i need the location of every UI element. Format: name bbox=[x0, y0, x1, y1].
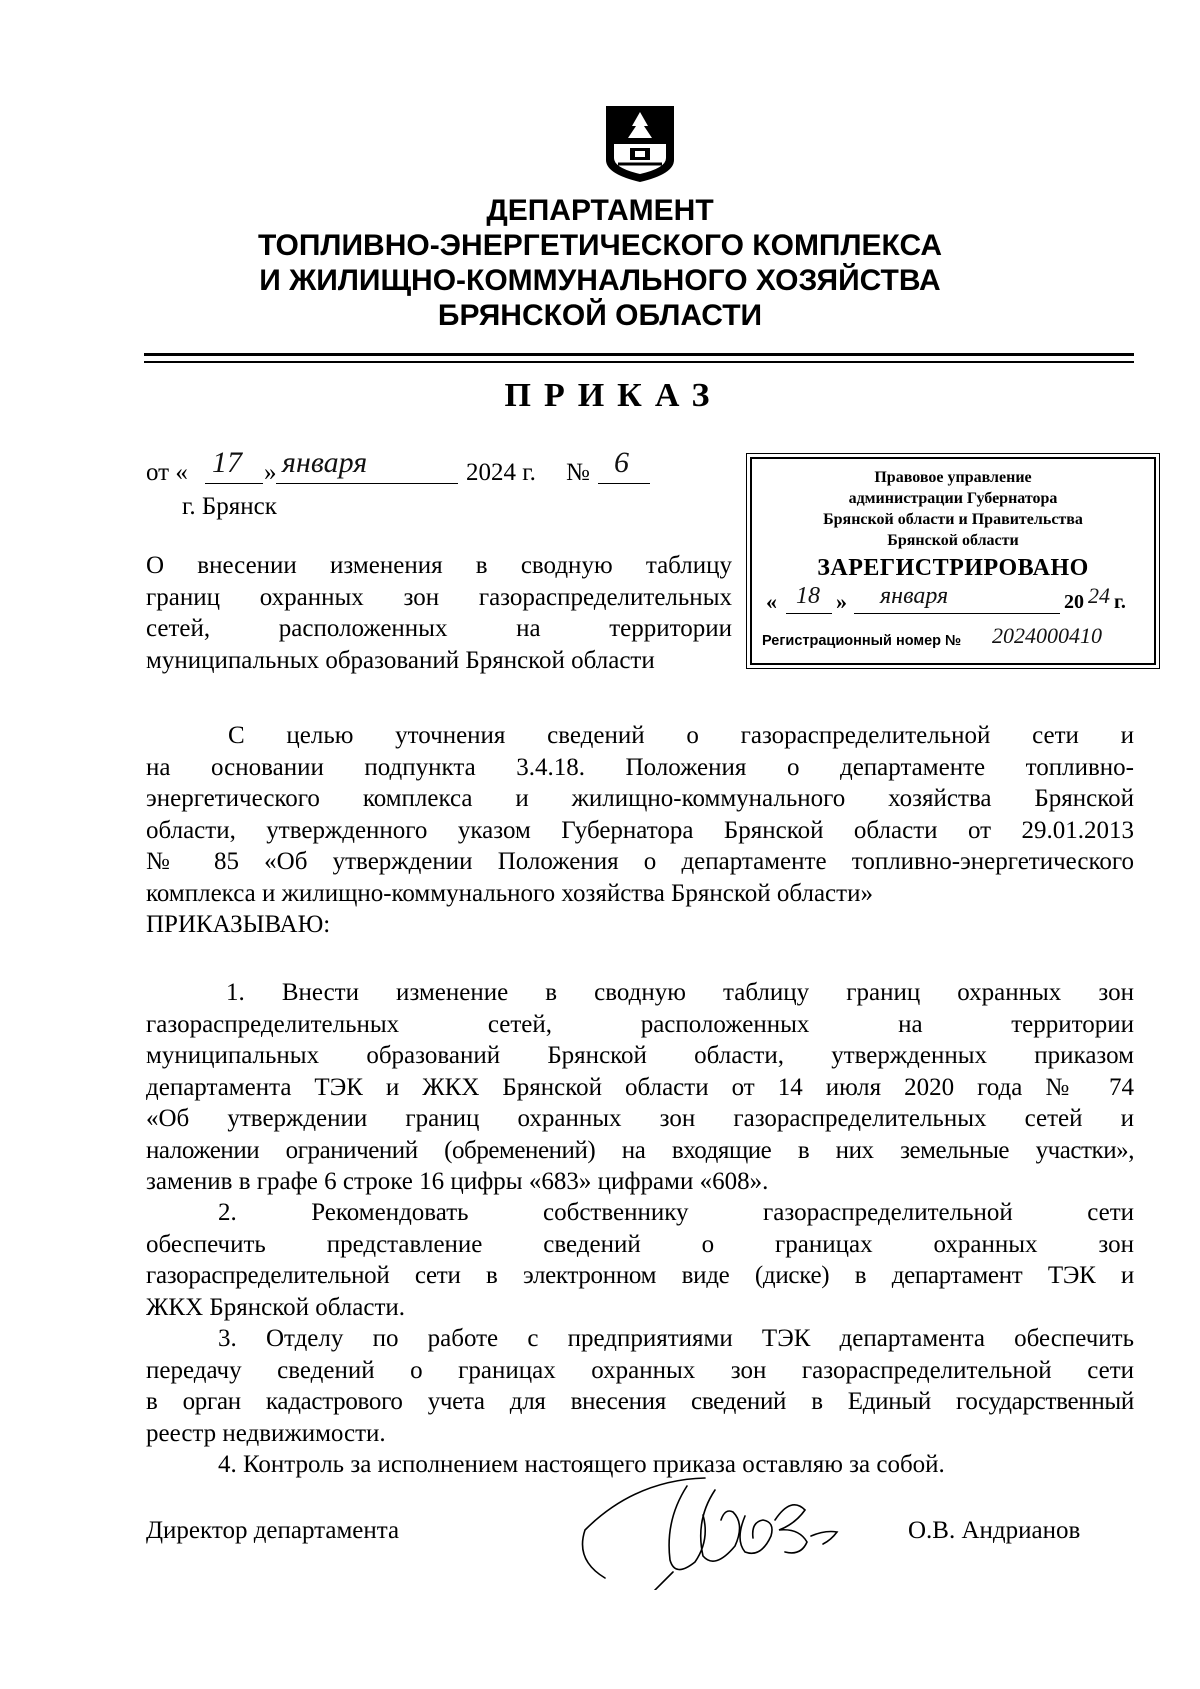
month-underline bbox=[276, 483, 458, 484]
signatory-name: О.В. Андрианов bbox=[908, 1517, 1081, 1544]
stamp-year-prefix: 20 bbox=[1064, 591, 1084, 613]
item1-line-5: «Об утверждении границ охранных зон газораспределительных сетей и bbox=[146, 1105, 1134, 1132]
item4-line: 4. Контроль за исполнением настоящего приказа оставляю за собой. bbox=[218, 1451, 945, 1478]
item2-line-3: газораспределительной сети в электронном виде (диске) в департамент ТЭК и bbox=[146, 1262, 1134, 1289]
order-day: 17 bbox=[212, 446, 242, 479]
handwritten-signature bbox=[575, 1460, 885, 1590]
subject-line-3: сетей, расположенных на территории bbox=[146, 615, 732, 642]
stamp-reg-number: 2024000410 bbox=[992, 623, 1102, 648]
order-year: 2024 г. bbox=[466, 459, 536, 486]
stamp-day: 18 bbox=[796, 583, 820, 609]
stamp-line-4: Брянской области bbox=[887, 532, 1019, 549]
preamble-line-5: № 85 «Об утверждении Положения о департаменте топливно-энергетического bbox=[146, 848, 1134, 875]
item1-line-3: муниципальных образований Брянской области, утвержденных приказом bbox=[146, 1042, 1134, 1069]
preamble-line-1: С целью уточнения сведений о газораспределительной сети и bbox=[228, 722, 1134, 749]
item2-line-1: 2. Рекомендовать собственнику газораспределительной сети bbox=[218, 1199, 1134, 1226]
stamp-quote-open: « bbox=[766, 589, 777, 614]
item1-line-4: департамента ТЭК и ЖКХ Брянской области от 14 июля 2020 года № 74 bbox=[146, 1073, 1134, 1101]
stamp-line-1: Правовое управление bbox=[874, 469, 1032, 486]
item3-line-1: 3. Отделу по работе с предприятиями ТЭК департамента обеспечить bbox=[218, 1325, 1134, 1352]
header-rule-thick bbox=[144, 353, 1134, 356]
stamp-line-3: Брянской области и Правительства bbox=[823, 511, 1083, 528]
header-line-2: ТОПЛИВНО-ЭНЕРГЕТИЧЕСКОГО КОМПЛЕКСА bbox=[257, 229, 943, 262]
quote-close: » bbox=[264, 459, 277, 486]
stamp-date-line bbox=[752, 583, 1154, 621]
item3-line-4: реестр недвижимости. bbox=[146, 1419, 386, 1447]
stamp-year-suffix: 24 bbox=[1088, 583, 1110, 608]
order-city: г. Брянск bbox=[182, 493, 277, 520]
department-header bbox=[200, 193, 1000, 333]
stamp-reg-label: Регистрационный номер № bbox=[762, 633, 962, 649]
order-number: 6 bbox=[614, 446, 629, 479]
stamp-month: января bbox=[880, 583, 949, 609]
header-line-3: И ЖИЛИЩНО-КОММУНАЛЬНОГО ХОЗЯЙСТВА bbox=[259, 264, 941, 297]
item2-line-2: обеспечить представление сведений о границах охранных зон bbox=[146, 1230, 1134, 1258]
order-subject bbox=[146, 550, 732, 676]
order-item-2 bbox=[146, 1197, 1134, 1323]
subject-line-4: муниципальных образований Брянской области bbox=[146, 646, 655, 674]
number-underline bbox=[598, 483, 650, 484]
header-line-1: ДЕПАРТАМЕНТ bbox=[486, 194, 714, 227]
stamp-month-underline bbox=[854, 613, 1060, 614]
item1-line-2: газораспределительных сетей, расположенных на территории bbox=[146, 1010, 1134, 1038]
order-item-3 bbox=[146, 1323, 1134, 1449]
stamp-day-underline bbox=[786, 613, 832, 614]
order-item-1 bbox=[146, 977, 1134, 1198]
stamp-status: ЗАРЕГИСТРИРОВАНО bbox=[817, 555, 1089, 581]
header-rule-thin bbox=[144, 361, 1134, 363]
item1-line-6: наложении ограничений (обременений) на входящие в них земельные участки», bbox=[146, 1136, 1134, 1164]
item3-line-3: в орган кадастрового учета для внесения сведений в Единый государственный bbox=[146, 1388, 1134, 1415]
bryansk-oblast-coat-of-arms-icon bbox=[604, 104, 676, 184]
header-line-4: БРЯНСКОЙ ОБЛАСТИ bbox=[437, 299, 763, 332]
registration-stamp bbox=[750, 457, 1156, 665]
subject-line-1: О внесении изменения в сводную таблицу bbox=[146, 552, 732, 579]
day-underline bbox=[205, 483, 263, 484]
item1-line-1: 1. Внести изменение в сводную таблицу границ охранных зон bbox=[226, 979, 1134, 1006]
order-month: января bbox=[282, 446, 368, 479]
preamble-paragraph bbox=[146, 720, 1134, 941]
from-prefix: от « bbox=[146, 459, 188, 486]
stamp-year-unit: г. bbox=[1114, 591, 1126, 613]
stamp-quote-close: » bbox=[836, 589, 847, 614]
item3-line-2: передачу сведений о границах охранных зон газораспределительной сети bbox=[146, 1356, 1134, 1384]
signatory-title: Директор департамента bbox=[146, 1517, 400, 1544]
page-title: ПРИКАЗ bbox=[504, 377, 723, 414]
order-date-line bbox=[146, 458, 188, 488]
preamble-line-6: комплекса и жилищно-коммунального хозяйства Брянской области» bbox=[146, 879, 873, 907]
preamble-line-4: области, утвержденного указом Губернатора Брянской области от 29.01.2013 bbox=[146, 816, 1134, 844]
preamble-line-3: энергетического комплекса и жилищно-коммунального хозяйства Брянской bbox=[146, 785, 1134, 812]
item1-line-7: заменив в графе 6 строке 16 цифры «683» цифрами «608». bbox=[146, 1168, 769, 1195]
number-sign: № bbox=[566, 459, 590, 486]
order-directive: ПРИКАЗЫВАЮ: bbox=[146, 911, 331, 938]
stamp-line-2: администрации Губернатора bbox=[848, 490, 1058, 507]
stamp-reg-line bbox=[752, 621, 1154, 655]
subject-line-2: границ охранных зон газораспределительных bbox=[146, 583, 732, 611]
preamble-line-2: на основании подпункта 3.4.18. Положения о департаменте топливно- bbox=[146, 753, 1134, 781]
item2-line-4: ЖКХ Брянской области. bbox=[146, 1293, 406, 1321]
